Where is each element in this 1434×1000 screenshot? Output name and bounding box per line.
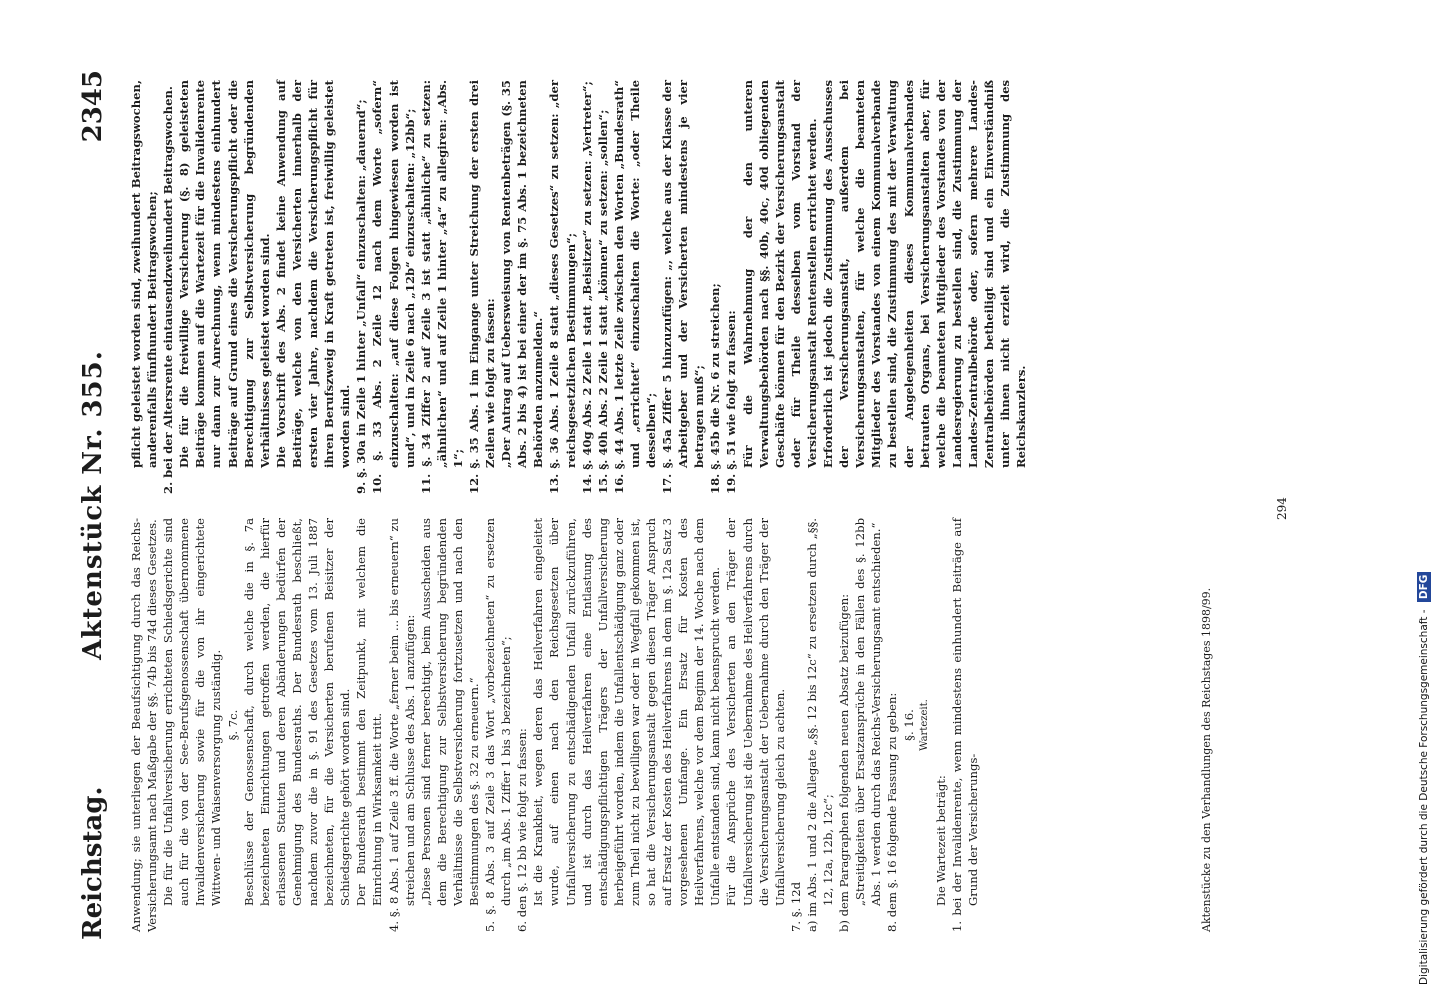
- paragraph: Für die Wahrnehmung der den unteren Verwaltungsbehörden nach §§. 40b, 40c, 40d obliegenden Geschäfte können für den Bezirk der Versicherungsanstalt oder für Theile desselben vom Vorstand der Versicherungsanstalt Rentenstellen errichtet werden.: [740, 80, 819, 468]
- paragraph: Für die Ansprüche des Versicherten an den Träger der Unfallversicherung ist die Uebernahme des Heilverfahrens durch die Versicherungsanstalt der Uebernahme durch den Träger der Unfallversicherung gleich zu achten.: [724, 518, 787, 906]
- paragraph: Ist die Krankheit, wegen deren das Heilverfahren eingeleitet wurde, auf einen nach den Reichsgesetzen über Unfallversicherung zu entschädigenden Unfall zurückzuführen, und ist durch das Heilverfahren eine Entlastung des entschädigungspflichtigen Trägers der Unfallversicherung herbeigeführt worden, indem die Unfallentschädigung ganz oder zum Theil nicht zu bewilligen war oder in Wegfall gekommen ist, so hat die Versicherungsanstalt gegen diesen Träger Anspruch auf Ersatz der Kosten des Heilverfahrens in dem im §. 12a Satz 3 vorgesehenen Umfange. Ein Ersatz für Kosten des Heilverfahrens, welche vor dem Beginn der 14. Woche nach dem Unfalle entstanden sind, kann nicht beansprucht werden.: [531, 518, 723, 906]
- paragraph: Die Wartezeit beträgt:: [933, 775, 948, 906]
- paragraph: Die für die freiwillige Versicherung (§. 8) geleisteten Beiträge kommen auf die Wartezeit für die Invalidenrente nur dann zur Anrechnung, wenn mindestens einhundert Beiträge auf Grund eines die Versicherungspflicht oder die Berechtigung zur Selbstversicherung begründenden Verhältnisses geleistet worden sind.: [177, 80, 272, 468]
- digitization-credit: [1407, 0, 1434, 1000]
- left-column: [128, 518, 981, 932]
- list-item: 11. §. 34 Ziffer 2 auf Zeile 3 ist statt „ähnliche“ zu setzen: „ähnlichen“ und auf Zeile 1 hinter „4a“ zu allegiren: „Abs. 1“;: [418, 80, 465, 494]
- header-left: Reichstag.: [78, 786, 108, 940]
- list-item: 9. §. 30a in Zeile 1 hinter „Unfall“ einzuschalten: „dauernd“;: [354, 99, 369, 494]
- list-item: 17. §. 45a Ziffer 5 hinzuzufügen: „, welche aus der Klasse der Arbeitgeber und der Versicherten mindestens je vier betragen muß“;: [660, 80, 707, 494]
- section-heading: §. 16.: [901, 709, 916, 741]
- list-item: 4. §. 8 Abs. 1 auf Zeile 3 ff. die Worte „ferner beim ... bis erneuern“ zu streichen und am Schlusse des Abs. 1 anzufügen:: [386, 518, 417, 932]
- paragraph: Die Vorschrift des Abs. 2 findet keine Anwendung auf Beiträge, welche von den Versicherten innerhalb der ersten vier Jahre, nachdem die Versicherungspflicht für ihren Berufszweig in Kraft getreten ist, freiwillig geleistet worden sind.: [273, 80, 353, 468]
- list-item: 7. §. 12d: [788, 881, 803, 932]
- paragraph: Anwendung; sie unterliegen der Beaufsichtigung durch das Reichs-Versicherungsamt nach Maßgabe der §§. 74b bis 74d dieses Gesetzes.: [129, 518, 160, 932]
- list-item: 5. §. 8 Abs. 3 auf Zeile 3 das Wort „vorbezeichneten“ zu ersetzen durch „im Abs. 1 Ziffer 1 bis 3 bezeichneten“;: [483, 518, 514, 932]
- paragraph: Erforderlich ist jedoch die Zustimmung des Ausschusses der Versicherungsanstalt, außerdem bei Versicherungsanstalten, für welche die beamteten Mitglieder des Vorstandes von einem Kommunalverbande zu bestellen sind, die Zustimmung des mit der Verwaltung der Angelegenheiten dieses Kommunalverbandes betrauten Organs, bei Versicherungsanstalten aber, für welche die beamteten Mitglieder des Vorstandes von der Landesregierung zu bestellen sind, die Zustimmung der Landes-Zentralbehörde oder, sofern mehrere Landes-Zentralbehörden betheiligt sind und ein Einverständniß unter ihnen nicht erzielt wird, die Zustimmung des Reichskanzlers.: [821, 80, 1029, 468]
- list-item: 15. §. 40h Abs. 2 Zeile 1 statt „können“ zu setzen: „sollen“;: [595, 109, 610, 494]
- list-item: 2. bei der Altersrente eintausendzweihundert Beitragswochen.: [161, 86, 176, 494]
- footer-note: Aktenstücke zu den Verhandlungen des Reichstages 1898/99.: [1200, 587, 1213, 932]
- paragraph: pflicht geleistet worden sind, zweihundert Beitragswochen, anderenfalls fünfhundert Beitragswochen;: [129, 80, 160, 468]
- paragraph: Beschlüsse der Genossenschaft, durch welche die in §. 7a bezeichneten Einrichtungen getroffen werden, die hierfür erlassenen Statuten und deren Abänderungen bedürfen der Genehmigung des Bundesraths. Der Bundesrath beschließt, nachdem zuvor die in §. 91 des Gesetzes vom 13. Juli 1887 bezeichneten, für die Versicherten berufenen Beisitzer der Schiedsgerichte gehört worden sind.: [241, 518, 353, 906]
- header-title: Aktenstück Nr. 355.: [78, 350, 108, 660]
- page-number: 294: [1275, 497, 1289, 520]
- dfg-logo: DFG: [1417, 572, 1431, 603]
- list-item: 8. dem §. 16 folgende Fassung zu geben:: [885, 692, 900, 932]
- section-heading: §. 7c.: [225, 709, 240, 741]
- list-item: 14. §. 40g Abs. 2 Zeile 1 statt „Beisitzer“ zu setzen: „Vertreter“;: [579, 81, 594, 494]
- list-item: 16. §. 44 Abs. 1 letzte Zeile zwischen den Worten „Bundesrath“ und „errichtet“ einzuschalten die Worte: „oder Theile desselben“;: [611, 80, 658, 494]
- quote: „Streitigkeiten über Ersatzansprüche in den Fällen des §. 12bb Abs. 1 werden durch das Reichs-Versicherungsamt entschieden.“: [853, 518, 884, 906]
- paragraph: Die für die Unfallversicherung errichteten Schiedsgerichte sind auch für die von der See-Berufsgenossenschaft übernommene Invalidenversicherung sowie für die von ihr eingerichtete Wittwen- und Waisenversorgung zuständig.: [161, 518, 224, 906]
- paragraph: Der Bundesrath bestimmt den Zeitpunkt, mit welchem die Einrichtung in Wirksamkeit tritt.: [354, 518, 385, 906]
- document-page: [40, 0, 1434, 1000]
- header-page-number: 2345: [78, 70, 108, 143]
- list-item: b) dem Paragraphen folgenden neuen Absatz beizufügen:: [837, 593, 852, 932]
- list-item: 18. §. 45b die Nr. 6 zu streichen;: [708, 283, 723, 494]
- right-column: [128, 80, 1029, 494]
- list-item: 10. §. 33 Abs. 2 Zeile 12 nach dem Worte „sofern“ einzuschalten: „auf diese Folgen hingewiesen worden ist und“, und in Zeile 6 nach „12b“ einzuschalten: „12bb“;: [370, 80, 417, 494]
- quote: „Der Antrag auf Uebersweisung von Rentenbeträgen (§. 35 Abs. 2 bis 4) ist bei einer der im §. 75 Abs. 1 bezeichneten Behörden anzumelden.“: [499, 80, 546, 468]
- list-item: 19. §. 51 wie folgt zu fassen:: [724, 310, 739, 494]
- list-item: 13. §. 36 Abs. 1 Zeile 8 statt „dieses Gesetzes“ zu setzen: „der reichsgesetzlichen Bestimmungen“;: [547, 80, 578, 494]
- section-subheading: Wartezeit.: [918, 699, 930, 751]
- credit-text: Digitalisierung gefördert durch die Deutsche Forschungsgemeinschaft -: [1418, 609, 1430, 985]
- running-header: [78, 70, 122, 940]
- quote: „Diese Personen sind ferner berechtigt, beim Ausscheiden aus dem die Berechtigung zur Selbstversicherung begründenden Verhältnisse die Selbstversicherung fortzusetzen und nach den Bestimmungen des §. 32 zu erneuern.“: [418, 518, 481, 906]
- list-item: a) im Abs. 1 und 2 die Allegate „§§. 12 bis 12c“ zu ersetzen durch „§§. 12, 12a, 12b, 12c“;: [804, 518, 836, 932]
- list-item: 6. den §. 12 bb wie folgt zu fassen:: [515, 728, 530, 932]
- list-item: 1. bei der Invalidenrente, wenn mindestens einhundert Beiträge auf Grund der Versicherungs-: [949, 518, 980, 932]
- list-item: 12. §. 35 Abs. 1 im Eingange unter Streichung der ersten drei Zeilen wie folgt zu fassen:: [466, 80, 498, 494]
